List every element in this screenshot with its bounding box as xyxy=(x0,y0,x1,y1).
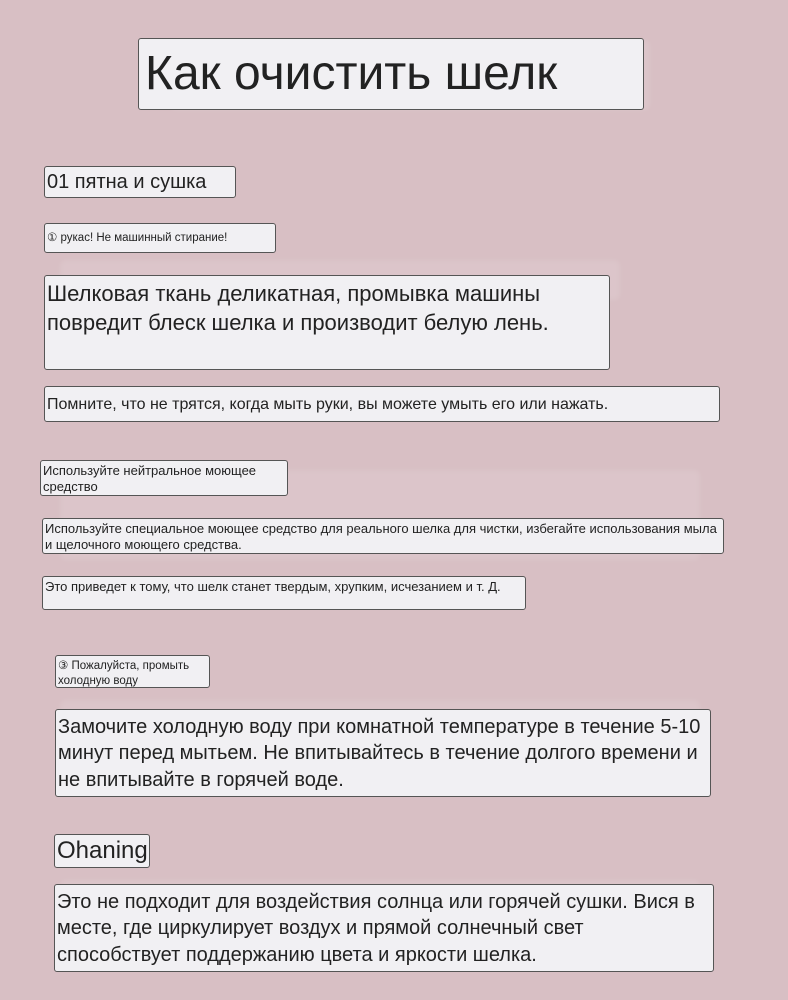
tip-label-neutral-detergent: Используйте нейтральное моющее средство xyxy=(40,460,288,496)
tip-note-neutral-detergent: Это приведет к тому, что шелк станет твердым, хрупким, исчезанием и т. Д. xyxy=(42,576,526,610)
tip-note-handwash: Помните, что не трятся, когда мыть руки, вы можете умыть его или нажать. xyxy=(44,386,720,422)
tip-text-handwash: Шелковая ткань деликатная, промывка машины повредит блеск шелка и производит белую лень. xyxy=(44,275,610,370)
drying-text: Это не подходит для воздействия солнца или горячей сушки. Вися в месте, где циркулирует воздух и прямой солнечный свет способствует поддержанию цвета и яркости шелка. xyxy=(54,884,714,972)
tip-label-handwash: ① рукас! Не машинный стирание! xyxy=(44,223,276,253)
section-heading-stains: 01 пятна и сушка xyxy=(44,166,236,198)
tip-text-neutral-detergent: Используйте специальное моющее средство для реального шелка для чистки, избегайте использования мыла и щелочного моющего средства. xyxy=(42,518,724,554)
section-heading-drying: Ohaning xyxy=(54,834,150,868)
tip-label-cold-water: ③ Пожалуйста, промыть холодную воду xyxy=(55,655,210,688)
tip-text-cold-water: Замочите холодную воду при комнатной температуре в течение 5-10 минут перед мытьем. Не впитывайтесь в течение долгого времени и не впитывайте в горячей воде. xyxy=(55,709,711,797)
page-title: Как очистить шелк xyxy=(138,38,644,110)
